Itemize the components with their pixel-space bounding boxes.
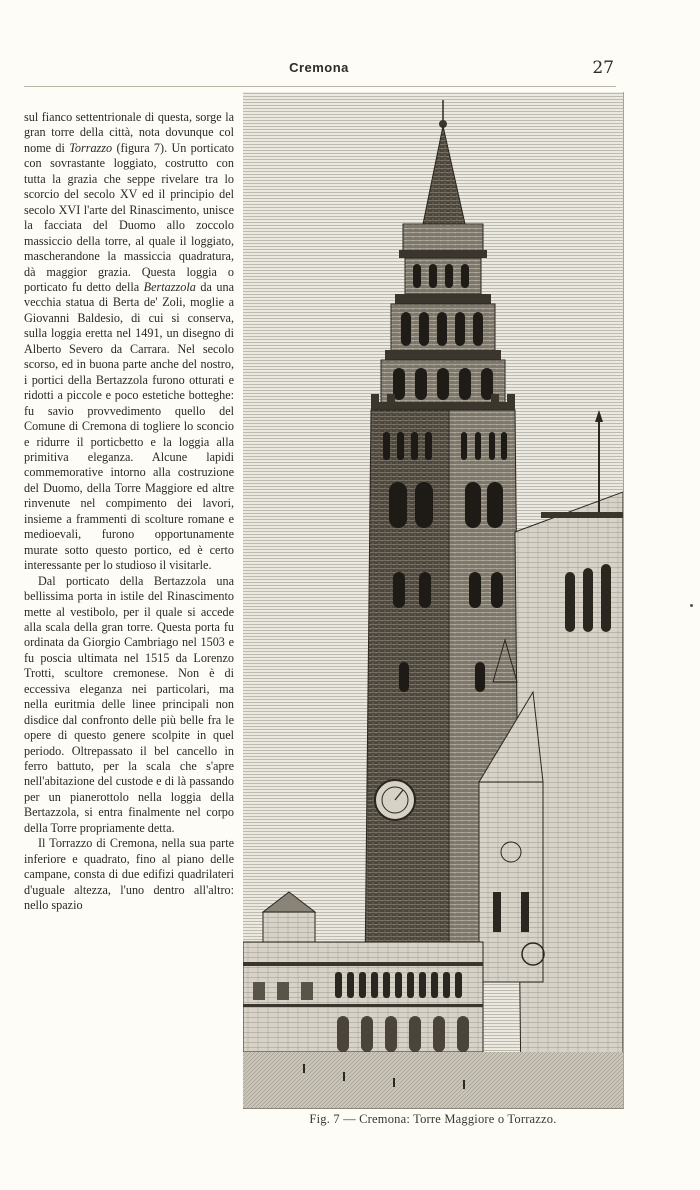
bertazzola-term: Bertazzola	[143, 279, 196, 294]
torrazzo-term: Torrazzo	[69, 140, 113, 155]
header-rule	[24, 86, 616, 87]
page-header	[24, 58, 614, 84]
paragraph-3: Il Torrazzo di Cremona, nella sua parte inferiore e quadrato, fino al piano delle campane, consta di due edifizi quadrilateri d'uguale altezza, l'uno dentro all'altro: nello spazio	[24, 836, 234, 913]
paragraph-1	[24, 110, 234, 574]
paragraph-1-part-a: sul fianco settentrionale di questa, sorge la gran torre della città, nota dovunque col nome di	[24, 110, 234, 155]
paragraph-1-part-c: da una vecchia statua di Berta de' Zoli, moglie a Giovanni Baldesio, di cui si conserva, sulla loggia eretta nel 1491, un disegno di Alberto Severo da Carrara. Nel secolo scorso, ed in buona parte anche del nostro, i portici della Bertazzola furono otturati e ridotti a piccole e poco estetiche botteghe: fu savio provvedimento quello del Comune di Cremona di togliere lo sconcio e ridurre il porticbetto e la loggia alla primitiva eleganza. Alcune lapidi commemorative intorno alla costruzione del Duomo, della Torre Maggiore ed altre rinvenute nel compimento dei lavori, insieme a frammenti di scolture romane e medioevali, furono opportunamente murate sotto questo portico, ed è certo interessante per lo studioso il visitarle.	[24, 279, 234, 573]
engraving-torrazzo-tower-icon	[243, 92, 623, 1108]
figure-caption: Fig. 7 — Cremona: Torre Maggiore o Torrazzo.	[309, 1112, 557, 1126]
print-speck	[690, 604, 693, 607]
page-number: 27	[592, 58, 614, 78]
running-title: Cremona	[289, 60, 349, 75]
paragraph-1-part-b: (figura 7). Un porticato con sovrastante loggiato, costrutto con tutta la grazia che seppe rivelare tra lo scorcio del secolo XV ed il principio del secolo XVI l'arte del Rinascimento, unisce la facciata del Duomo allo zoccolo massiccio della torre, al quale il loggiato, mascherandone la massiccia quadratura, dà maggior grazia. Questa loggia o porticato fu detto della	[24, 140, 234, 294]
tower-engraving-figure	[243, 92, 624, 1109]
body-text-column	[24, 110, 234, 914]
paragraph-2: Dal porticato della Bertazzola una bellissima porta in istile del Rinascimento mette al vestibolo, per il quale si accede alla scala della gran torre. Questa porta fu ordinata da Giorgio Cambriago nel 1503 e fu poscia ultimata nel 1515 da Lorenzo Trotti, scultore cremonese. Non è di eccessiva eleganza nei particolari, ma nella euritmia delle linee principali non disdice dal confronto delle più belle fra le opere di questo genere scolpite in quel periodo. Oltrepassato il bel cancello in ferro battuto, per la scala che s'apre nell'abitazione del custode e di là passando per un pianerottolo nella loggia della Bertazzola, si entra finalmente nel corpo della Torre propriamente detta.	[24, 573, 234, 835]
